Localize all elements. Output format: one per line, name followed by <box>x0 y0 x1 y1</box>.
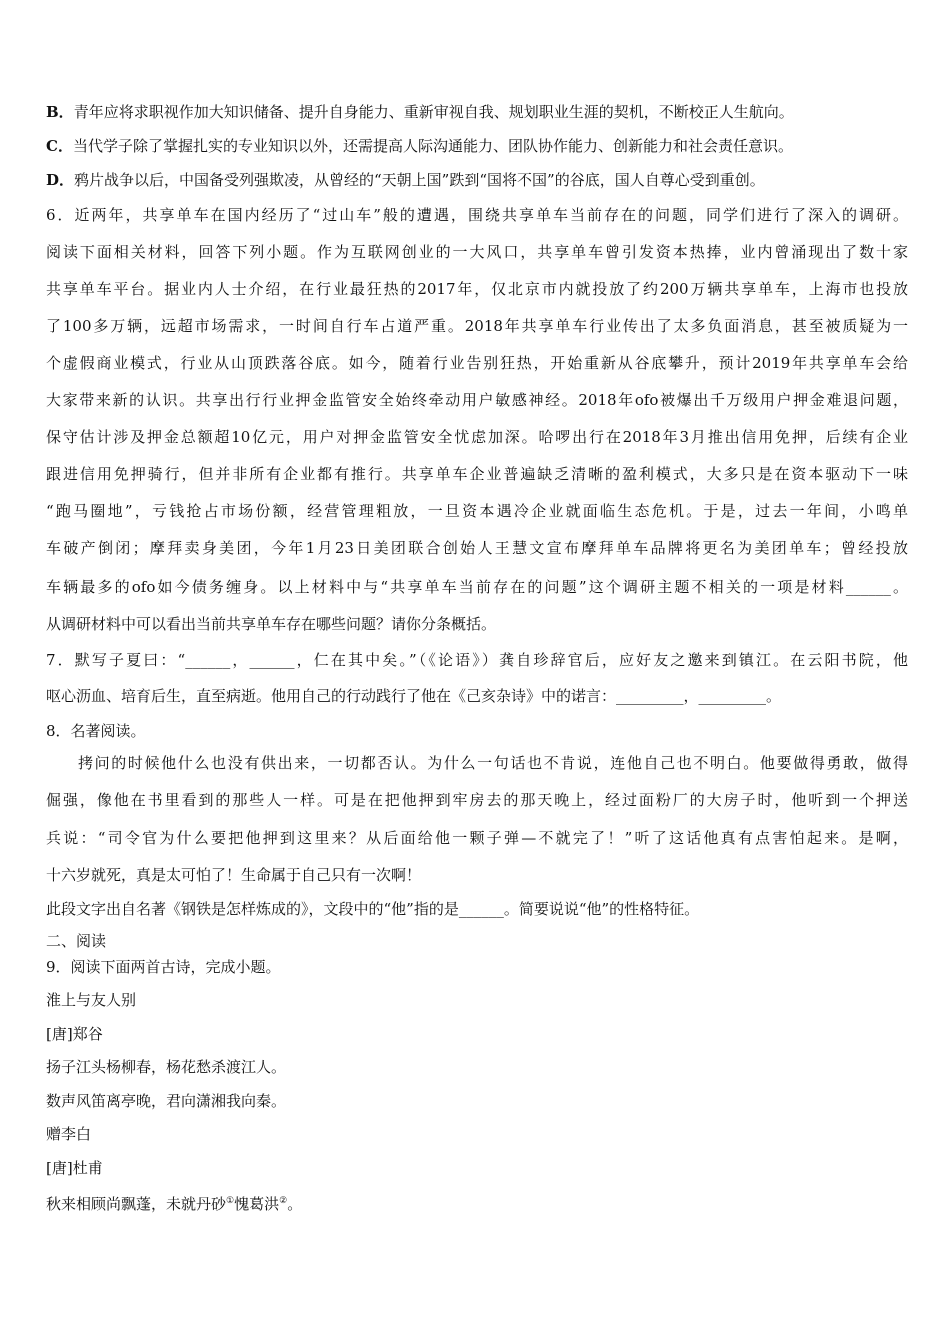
option-c-label: C． <box>46 137 73 155</box>
poem2-line-text: 。 <box>287 1195 303 1213</box>
option-d <box>46 170 908 190</box>
q6-line: 跟进信用免押骑行，但并非所有企业都有推行。共享单车企业普遍缺乏清晰的盈利模式，大多只是在资本驱动下一味 <box>46 465 908 483</box>
q6-line: 保守估计涉及押金总额超10亿元，用户对押金监管安全忧虑加深。哈啰出行在2018年3月推出信用免押，后续有企业 <box>46 428 908 446</box>
q8-question: 此段文字出自名著《钢铁是怎样炼成的》，文段中的“他”指的是______。简要说说“他”的性格特征。 <box>46 900 700 918</box>
q6-line: 车辆最多的ofo如今债务缠身。以上材料中与“共享单车当前存在的问题”这个调研主题不相关的一项是材料______。 <box>46 578 908 596</box>
footnote-marker: ② <box>279 1196 288 1206</box>
q8-passage-line: 倔强，像他在书里看到的那些人一样。可是在把他押到牢房去的那天晚上，经过面粉厂的大房子时，他听到一个押送 <box>46 791 908 809</box>
poem1-title: 淮上与友人别 <box>46 991 137 1009</box>
section-heading: 二、阅读 <box>46 932 107 950</box>
q8-passage-line: 兵说：“司令官为什么要把他押到这里来？从后面给他一颗子弹—不就完了！”听了这话他真有点害怕起来。是啊， <box>46 829 908 847</box>
option-b-text: 青年应将求职视作加大知识储备、提升自身能力、重新审视自我、规划职业生涯的契机，不断校正人生航向。 <box>73 103 794 121</box>
poem1-line: 数声风笛离亭晚，君向潇湘我向秦。 <box>46 1092 287 1110</box>
q8-passage-line: 拷问的时候他什么也没有供出来，一切都否认。为什么一句话也不肯说，连他自己也不明白。他要做得勇敢，做得 <box>78 754 908 772</box>
q6-line: 阅读下面相关材料，回答下列小题。作为互联网创业的一大风口，共享单车曾引发资本热捧，业内曾涌现出了数十家 <box>46 243 908 261</box>
q6-line: 车破产倒闭；摩拜卖身美团，今年1月23日美团联合创始人王慧文宣布摩拜单车品牌将更名为美团单车；曾经投放 <box>46 539 908 557</box>
option-b-label: B． <box>46 103 74 121</box>
q8-title: 8．名著阅读。 <box>46 722 146 740</box>
poem1-line: 扬子江头杨柳春，杨花愁杀渡江人。 <box>46 1058 287 1076</box>
q6-line: “跑马圈地”，亏钱抢占市场份额，经营管理粗放，一旦资本遇冷企业就面临生态危机。于是，过去一年间，小鸣单 <box>46 502 908 520</box>
poem1-author: [唐]郑谷 <box>46 1025 103 1043</box>
q6-line: 从调研材料中可以看出当前共享单车存在哪些问题？请你分条概括。 <box>46 615 497 633</box>
q6-line: 6．近两年，共享单车在国内经历了“过山车”般的遭遇，围绕共享单车当前存在的问题，同学们进行了深入的调研。 <box>46 206 908 224</box>
q6-line: 共享单车平台。据业内人士介绍，在行业最狂热的2017年，仅北京市内就投放了约200万辆共享单车，上海市也投放 <box>46 280 908 298</box>
q8-passage-line: 十六岁就死，真是太可怕了！生命属于自己只有一次啊！ <box>46 866 422 884</box>
footnote-marker: ① <box>226 1196 235 1206</box>
q7-line: 呕心沥血、培育后生，直至病逝。他用自己的行动践行了他在《己亥杂诗》中的诺言：_________，_________。 <box>46 687 782 705</box>
q7-line: 7．默写子夏曰：“______，______，仁在其中矣。”（《论语》）龚自珍辞官后，应好友之邀来到镇江。在云阳书院，他 <box>46 651 908 669</box>
option-c <box>46 136 908 156</box>
q6-line: 了100多万辆，远超市场需求，一时间自行车占道严重。2018年共享单车行业传出了太多负面消息，甚至被质疑为一 <box>46 317 908 335</box>
poem2-author: [唐]杜甫 <box>46 1159 103 1177</box>
q9-title: 9．阅读下面两首古诗，完成小题。 <box>46 958 281 976</box>
option-c-text: 当代学子除了掌握扎实的专业知识以外，还需提高人际沟通能力、团队协作能力、创新能力和社会责任意识。 <box>72 137 793 155</box>
option-d-text: 鸦片战争以后，中国备受列强欺凌，从曾经的“天朝上国”跌到“国将不国”的谷底，国人自尊心受到重创。 <box>74 171 765 189</box>
poem2-line-text: 秋来相顾尚飘蓬，未就丹砂 <box>46 1195 227 1213</box>
poem2-line <box>46 1191 908 1214</box>
q6-line: 个虚假商业模式，行业从山顶跌落谷底。如今，随着行业告别狂热，开始重新从谷底攀升，预计2019年共享单车会给 <box>46 354 908 372</box>
poem2-line-text: 愧葛洪 <box>234 1195 280 1213</box>
poem2-title: 赠李白 <box>46 1125 92 1143</box>
q6-line: 大家带来新的认识。共享出行行业押金监管安全始终牵动用户敏感神经。2018年ofo被爆出千万级用户押金难退问题， <box>46 391 908 409</box>
option-d-label: D． <box>46 171 75 189</box>
option-b <box>46 102 908 122</box>
